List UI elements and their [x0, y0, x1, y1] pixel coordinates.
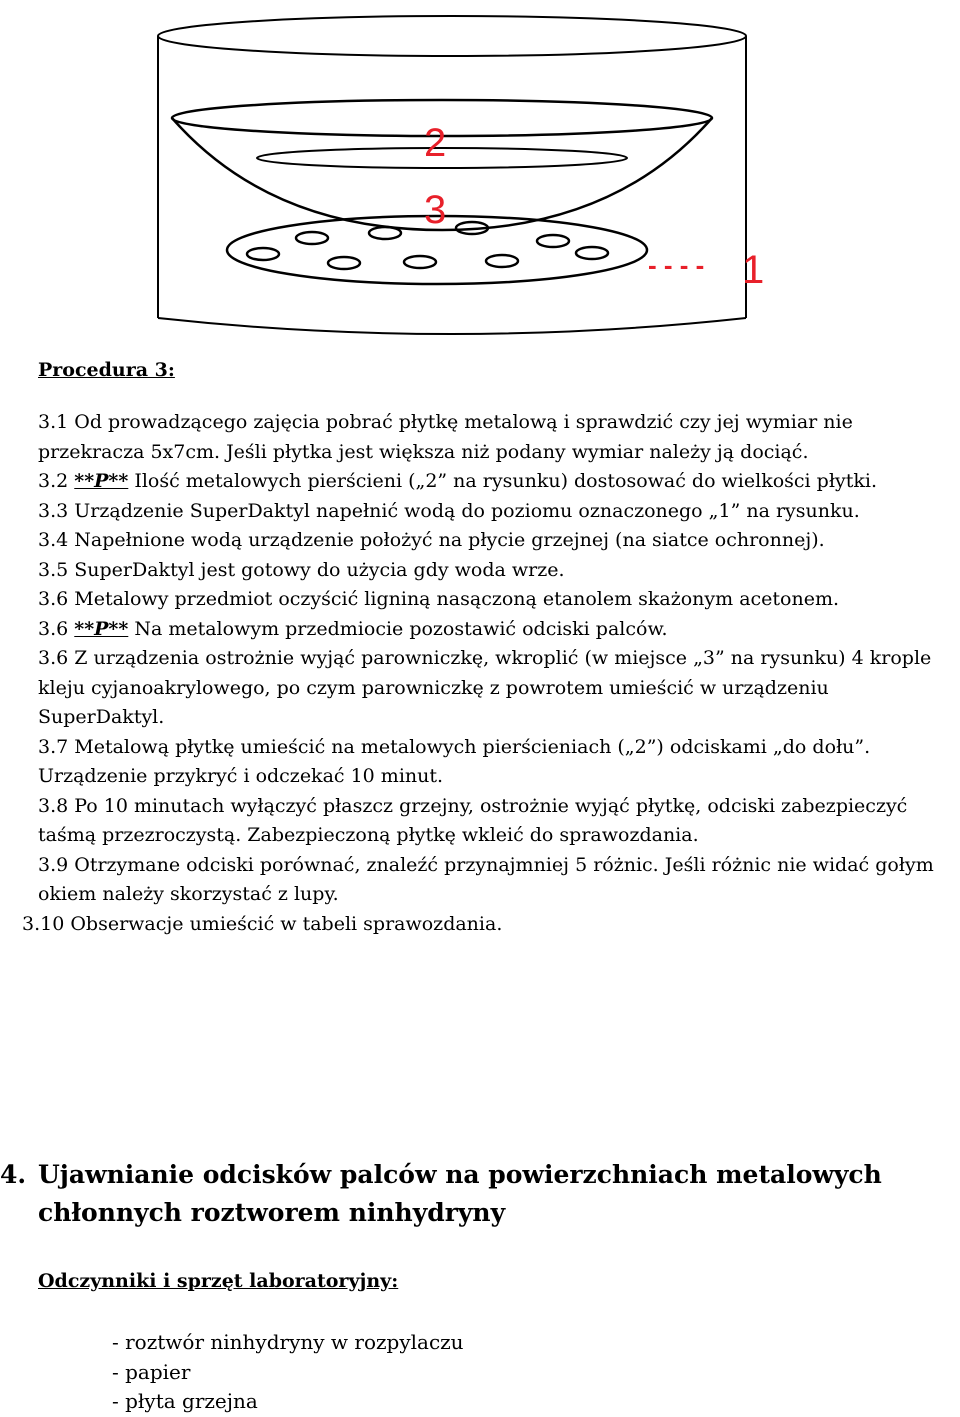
step-text: Ilość metalowych pierścieni („2” na rysunku) dostosować do wielkości płytki. [128, 470, 877, 492]
procedure-title: Procedura 3: [38, 359, 175, 381]
step-3-2 [38, 467, 953, 497]
list-item: - papier [112, 1359, 191, 1384]
step-3-6c: 3.6 Z urządzenia ostrożnie wyjąć parowniczkę, wkroplić (w miejsce „3” na rysunku) 4 krople kleju cyjanoakrylowego, po czym parowniczkę z powrotem umieścić w urządzeniu SuperDaktyl. [38, 647, 932, 728]
cylinder-bottom-rim [158, 318, 746, 334]
section-title-line1: Ujawnianie odcisków palców na powierzchniach metalowych [38, 1160, 882, 1189]
p-flag: **P** [74, 470, 129, 492]
procedure-block [22, 356, 953, 939]
label-water-level: 1 [742, 248, 765, 292]
step-3-9: 3.9 Otrzymane odciski porównać, znaleźć przynajmniej 5 różnic. Jeśli różnic nie widać gołym okiem należy skorzystać z lupy. [38, 853, 934, 905]
section-4-heading [0, 1156, 960, 1232]
step-3-10: 3.10 Obserwacje umieścić w tabeli sprawozdania. [22, 912, 503, 935]
plate-hole [247, 248, 279, 260]
p-flag: **P** [74, 617, 129, 640]
step-text: Na metalowym przedmiocie pozostawić odciski palców. [128, 617, 668, 640]
step-3-5: 3.5 SuperDaktyl jest gotowy do użycia gdy woda wrze. [38, 558, 565, 581]
apparatus-diagram [0, 0, 960, 345]
section-title-line2: chłonnych roztworem ninhydryny [38, 1198, 506, 1227]
water-level-dashes: - - - - [648, 250, 705, 280]
section-number: 4. [0, 1160, 27, 1189]
plate-hole [328, 257, 360, 269]
step-3-4: 3.4 Napełnione wodą urządzenie położyć na płycie grzejnej (na siatce ochronnej). [38, 529, 825, 551]
plate-hole [404, 256, 436, 268]
procedure-steps [22, 408, 953, 939]
step-3-7: 3.7 Metalową płytkę umieścić na metalowych pierścieniach („2”) odciskami „do dołu”. Urządzenie przykryć i odczekać 10 minut. [38, 735, 871, 787]
step-3-3: 3.3 Urządzenie SuperDaktyl napełnić wodą do poziomu oznaczonego „1” na rysunku. [38, 499, 860, 522]
cylinder-top-rim [158, 16, 746, 56]
step-number: 3.2 [38, 470, 75, 492]
step-3-1: 3.1 Od prowadzącego zajęcia pobrać płytkę metalową i sprawdzić czy jej wymiar nie przekracza 5x7cm. Jeśli płytka jest większa niż podany wymiar należy ją dociąć. [38, 411, 853, 463]
label-rings: 2 [424, 121, 447, 165]
step-3-8: 3.8 Po 10 minutach wyłączyć płaszcz grzejny, ostrożnie wyjąć płytkę, odciski zabezpieczyć taśmą przezroczystą. Zabezpieczoną płytkę wkleić do sprawozdania. [38, 794, 908, 846]
step-3-6a: 3.6 Metalowy przedmiot oczyścić ligniną nasączoną etanolem skażonym acetonem. [38, 588, 840, 610]
plate-hole [296, 232, 328, 244]
step-number: 3.6 [38, 617, 75, 640]
list-item: - płyta grzejna [112, 1389, 258, 1413]
section-4-title [0, 1156, 960, 1232]
plate-hole [369, 227, 401, 239]
label-drop-spot: 3 [424, 188, 447, 232]
reagents-title: Odczynniki i sprzęt laboratoryjny: [38, 1270, 399, 1292]
plate-hole [537, 235, 569, 247]
list-item: - roztwór ninhydryny w rozpylaczu [112, 1330, 464, 1354]
reagents-list [112, 1328, 464, 1417]
step-3-6b [38, 615, 953, 645]
plate-hole [486, 255, 518, 267]
plate-hole [576, 247, 608, 259]
